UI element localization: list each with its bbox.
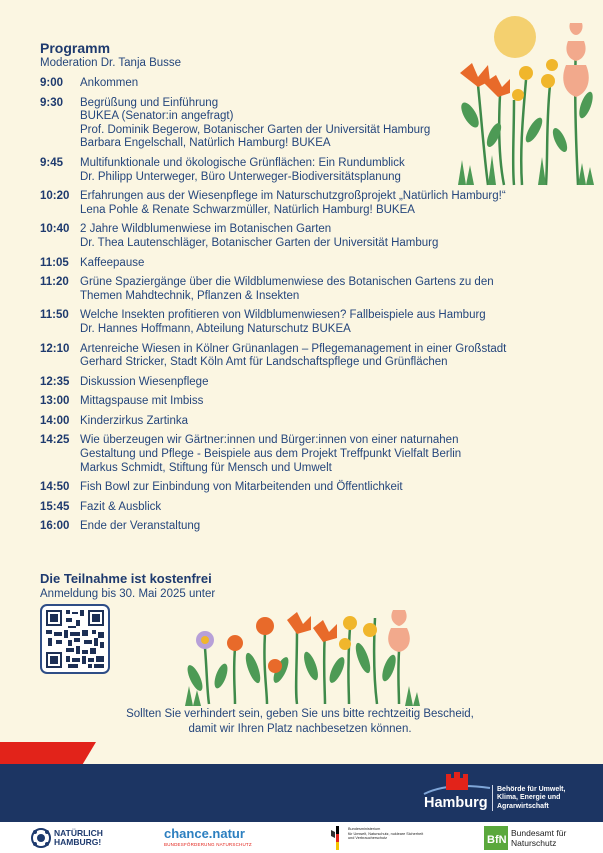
program-item (40, 415, 580, 429)
program-line: Dr. Thea Lautenschläger, Botanischer Garten der Universität Hamburg (80, 236, 439, 249)
program-time: 13:00 (40, 395, 70, 408)
program-line: Themen Mahdtechnik, Pflanzen & Insekten (80, 289, 300, 302)
program-time: 9:30 (40, 96, 64, 109)
program-description (80, 343, 580, 370)
program-line: Wie überzeugen wir Gärtner:innen und Bürger:innen von einer naturnahen (80, 434, 459, 447)
program-line: Gestaltung und Pflege - Beispiele aus dem Projekt Treffpunkt Vielfalt Berlin (80, 448, 462, 461)
bfn-logo (511, 828, 566, 848)
program-description (80, 481, 580, 495)
program-description (80, 434, 580, 475)
program-item (40, 501, 580, 515)
natuerlich-hamburg-logo (54, 829, 103, 847)
chance-natur-subline: BUNDESFÖRDERUNG NATURSCHUTZ (164, 842, 252, 847)
program-item (40, 434, 580, 475)
program-description (80, 520, 580, 534)
program-line: Multifunktionale und ökologische Grünflächen: Ein Rundumblick (80, 156, 405, 169)
program-time: 11:20 (40, 276, 69, 289)
program-line: Kaffeepause (80, 256, 145, 269)
program-description (80, 157, 580, 184)
bfn-logo-line: Naturschutz (511, 838, 557, 848)
program-time: 14:25 (40, 434, 70, 447)
sun-icon (494, 16, 536, 58)
registration-deadline: Anmeldung bis 30. Mai 2025 unter (40, 588, 216, 600)
program-description (80, 376, 580, 390)
program-time: 15:45 (40, 500, 70, 513)
program-line: Diskussion Wiesenpflege (80, 375, 209, 388)
program-description (80, 415, 580, 429)
attendance-note (80, 707, 520, 736)
hamburg-wordmark: Hamburg (424, 795, 488, 811)
flower-illustration-bottom (185, 598, 420, 706)
program-time: 14:50 (40, 481, 70, 494)
bfn-logo-icon (484, 826, 508, 850)
authority-name (497, 786, 565, 811)
attendance-note-line-1: Sollten Sie verhindert sein, geben Sie uns bitte rechtzeitig Bescheid, (126, 708, 474, 720)
qr-code[interactable] (40, 604, 110, 674)
program-title: Programm (40, 40, 111, 56)
program-line: Prof. Dominik Begerow, Botanischer Garten der Universität Hamburg (80, 123, 431, 136)
program-time: 12:35 (40, 375, 70, 388)
qr-code-icon (42, 606, 108, 672)
program-line: Mittagspause mit Imbiss (80, 395, 204, 408)
program-description (80, 77, 580, 91)
program-time: 10:40 (40, 223, 70, 236)
program-line: Barbara Engelschall, Natürlich Hamburg! BUKEA (80, 137, 331, 150)
program-line: Ankommen (80, 77, 139, 89)
federal-eagle-icon (330, 826, 346, 850)
program-description (80, 276, 580, 303)
program-description (80, 223, 580, 250)
bmuv-logo-line: für Umwelt, Naturschutz, nukleare Sicherheit (348, 831, 424, 836)
program-item (40, 343, 580, 370)
program-description (80, 309, 580, 336)
program-line: Fish Bowl zur Einbindung von Mitarbeitenden und Öffentlichkeit (80, 481, 403, 494)
program-line: Fazit & Ausblick (80, 500, 162, 513)
program-time: 11:50 (40, 309, 69, 322)
program-description (80, 97, 580, 151)
program-line: BUKEA (Senator:in angefragt) (80, 110, 234, 123)
authority-name-line: Agrarwirtschaft (497, 802, 549, 810)
program-item (40, 395, 580, 409)
program-item (40, 520, 580, 534)
program-item (40, 376, 580, 390)
chance-natur-logo: chance.natur (164, 826, 245, 841)
program-line: Begrüßung und Einführung (80, 96, 219, 109)
natuerlich-hamburg-logo-icon (30, 827, 52, 849)
program-time: 16:00 (40, 520, 70, 533)
free-participation-heading: Die Teilnahme ist kostenfrei (40, 571, 212, 586)
bmuv-logo-line: Bundesministerium (348, 827, 381, 831)
program-line: Dr. Philipp Unterweger, Büro Unterweger-Biodiversitätsplanung (80, 170, 401, 183)
program-description (80, 501, 580, 515)
svg-text:BfN: BfN (487, 834, 507, 846)
program-item (40, 481, 580, 495)
program-item (40, 309, 580, 336)
bfn-logo-line: Bundesamt für (511, 828, 567, 838)
program-line: Lena Pohle & Renate Schwarzmüller, Natürlich Hamburg! BUKEA (80, 203, 415, 216)
program-line: Artenreiche Wiesen in Kölner Grünanlagen – Pflegemanagement in einer Großstadt (80, 342, 507, 355)
natuerlich-hamburg-logo-line: HAMBURG! (54, 837, 102, 847)
program-line: Erfahrungen aus der Wiesenpflege im Naturschutzgroßprojekt „Natürlich Hamburg!“ (80, 190, 506, 203)
program-line: Ende der Veranstaltung (80, 520, 201, 533)
program-item (40, 276, 580, 303)
program-item (40, 77, 580, 91)
program-description (80, 395, 580, 409)
natuerlich-hamburg-logo-line: NATÜRLICH (54, 828, 103, 838)
program-list (40, 77, 580, 540)
program-item (40, 190, 580, 217)
hamburg-castle-icon (422, 770, 492, 796)
program-line: Dr. Hannes Hoffmann, Abteilung Naturschutz BUKEA (80, 322, 351, 335)
program-line: Gerhard Stricker, Stadt Köln Amt für Landschaftspflege und Grünflächen (80, 356, 448, 369)
program-time: 10:20 (40, 190, 70, 203)
bmuv-logo (348, 827, 423, 841)
moderation-line: Moderation Dr. Tanja Busse (40, 57, 182, 69)
program-time: 14:00 (40, 414, 70, 427)
program-time: 12:10 (40, 342, 70, 355)
program-line: 2 Jahre Wildblumenwiese im Botanischen Garten (80, 223, 332, 236)
program-line: Kinderzirkus Zartinka (80, 414, 189, 427)
authority-name-line: Behörde für Umwelt, (497, 786, 566, 793)
program-description (80, 257, 580, 271)
program-description (80, 190, 580, 217)
program-line: Grüne Spaziergänge über die Wildblumenwiese des Botanischen Gartens zu den (80, 276, 494, 289)
authority-name-line: Klima, Energie und (497, 794, 561, 802)
partner-logo-strip (0, 822, 603, 853)
program-line: Markus Schmidt, Stiftung für Mensch und Umwelt (80, 461, 332, 474)
hamburg-divider (492, 785, 493, 811)
program-item (40, 157, 580, 184)
program-item (40, 97, 580, 151)
program-time: 9:00 (40, 77, 64, 89)
bmuv-logo-line: und Verbraucherschutz (348, 836, 388, 841)
program-time: 11:05 (40, 256, 69, 269)
program-item (40, 257, 580, 271)
program-line: Welche Insekten profitieren von Wildblumenwiesen? Fallbeispiele aus Hamburg (80, 309, 486, 322)
program-time: 9:45 (40, 156, 64, 169)
attendance-note-line-2: damit wir Ihren Platz nachbesetzen können. (188, 722, 412, 735)
program-item (40, 223, 580, 250)
